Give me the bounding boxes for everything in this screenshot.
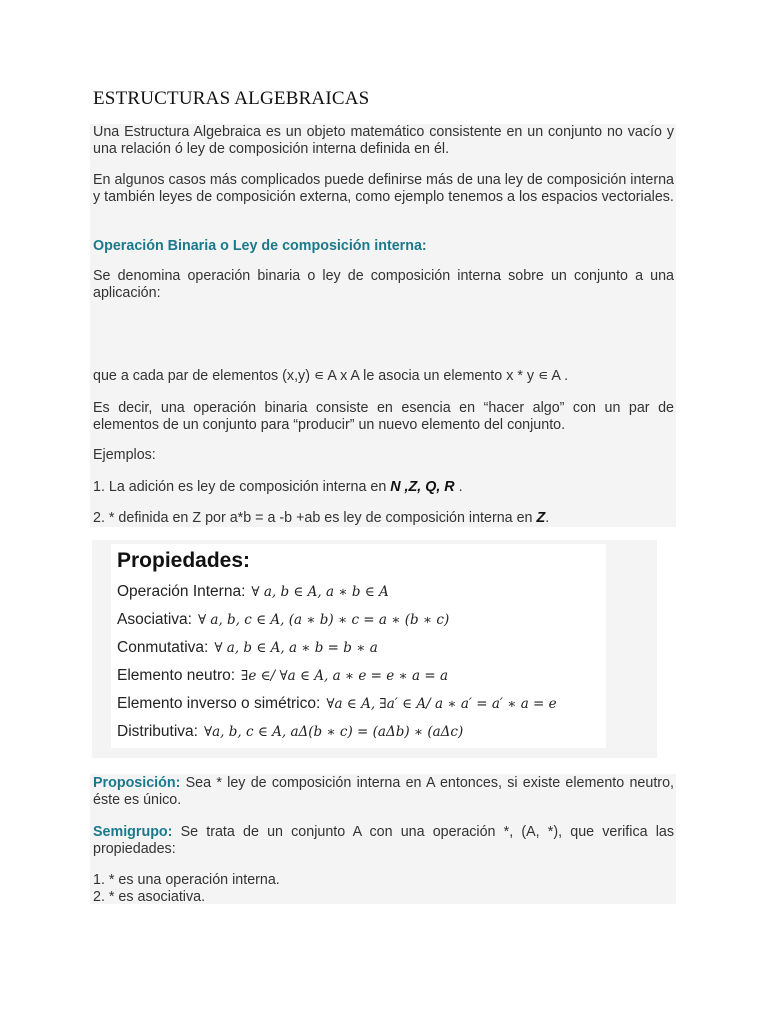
properties-title: Propiedades: [117, 549, 251, 572]
intro-paragraph: Una Estructura Algebraica es un objeto matemático consistente en un conjunto no vacío y una relación ó ley de composición interna definida en él. [93, 124, 674, 157]
property-label: Elemento inverso o simétrico: [117, 695, 321, 712]
explanation-paragraph: Es decir, una operación binaria consiste en esencia en “hacer algo” con un par de elementos de un conjunto para “producir” un nuevo elemento del conjunto. [93, 400, 674, 433]
semigroup-paragraph [93, 824, 674, 858]
property-formula: ∀ a, b, c ∈ A, (a ∗ b) ∗ c = a ∗ (b ∗ c) [197, 612, 450, 628]
property-distributive [117, 723, 463, 741]
example-1-sets: N ,Z, Q, R [390, 479, 455, 495]
property-inverse-element [117, 695, 557, 713]
property-commutative [117, 639, 378, 657]
section-heading-binary-operation: Operación Binaria o Ley de composición interna: [93, 238, 427, 254]
example-1 [93, 479, 674, 496]
property-label: Conmutativa: [117, 639, 209, 656]
example-1-end: . [454, 479, 463, 495]
property-associative [117, 611, 449, 629]
property-neutral-element [117, 667, 448, 685]
example-2-set: Z [536, 510, 546, 526]
property-label: Elemento neutro: [117, 667, 236, 684]
proposition-paragraph [93, 775, 674, 809]
proposition-label: Proposición: [93, 775, 181, 791]
semigroup-item-2: 2. * es asociativa. [93, 889, 206, 905]
example-2-text: 2. * definida en Z por a*b = a -b +ab es ley de composición interna en [93, 510, 537, 526]
semigroup-item-1: 1. * es una operación interna. [93, 872, 280, 888]
examples-label: Ejemplos: [93, 447, 156, 463]
example-1-text: 1. La adición es ley de composición interna en [93, 479, 391, 495]
proposition-text: Sea * ley de composición interna en A entonces, si existe elemento neutro, éste es único. [93, 775, 674, 808]
page-title: ESTRUCTURAS ALGEBRAICAS [93, 88, 370, 109]
property-label: Asociativa: [117, 611, 192, 628]
property-internal-operation [117, 583, 389, 601]
property-formula: ∀ a, b ∈ A, a ∗ b = b ∗ a [214, 640, 378, 656]
property-formula: ∀a, b, c ∈ A, aΔ(b ∗ c) = (aΔb) ∗ (aΔc) [203, 724, 464, 740]
semigroup-label: Semigrupo: [93, 824, 173, 840]
intro-paragraph-2: En algunos casos más complicados puede definirse más de una ley de composición interna y también leyes de composición externa, como ejemplo tenemos a los espacios vectoriales. [93, 172, 674, 205]
example-2 [93, 510, 674, 527]
property-label: Distributiva: [117, 723, 198, 740]
example-2-end: . [545, 510, 550, 526]
property-formula: ∀ a, b ∈ A, a ∗ b ∈ A [251, 584, 389, 600]
property-formula: ∃e ∈/ ∀a ∈ A, a ∗ e = e ∗ a = a [241, 668, 449, 684]
property-label: Operación Interna: [117, 583, 246, 600]
semigroup-text: Se trata de un conjunto A con una operación *, (A, *), que verifica las propiedades: [93, 824, 674, 857]
mapping-paragraph: que a cada par de elementos (x,y) ∊ A x A le asocia un elemento x * y ∊ A . [93, 368, 569, 384]
property-formula: ∀a ∈ A, ∃a′ ∈ A/ a ∗ a′ = a′ ∗ a = e [326, 696, 557, 712]
definition-paragraph: Se denomina operación binaria o ley de composición interna sobre un conjunto a una aplicación: [93, 268, 674, 301]
